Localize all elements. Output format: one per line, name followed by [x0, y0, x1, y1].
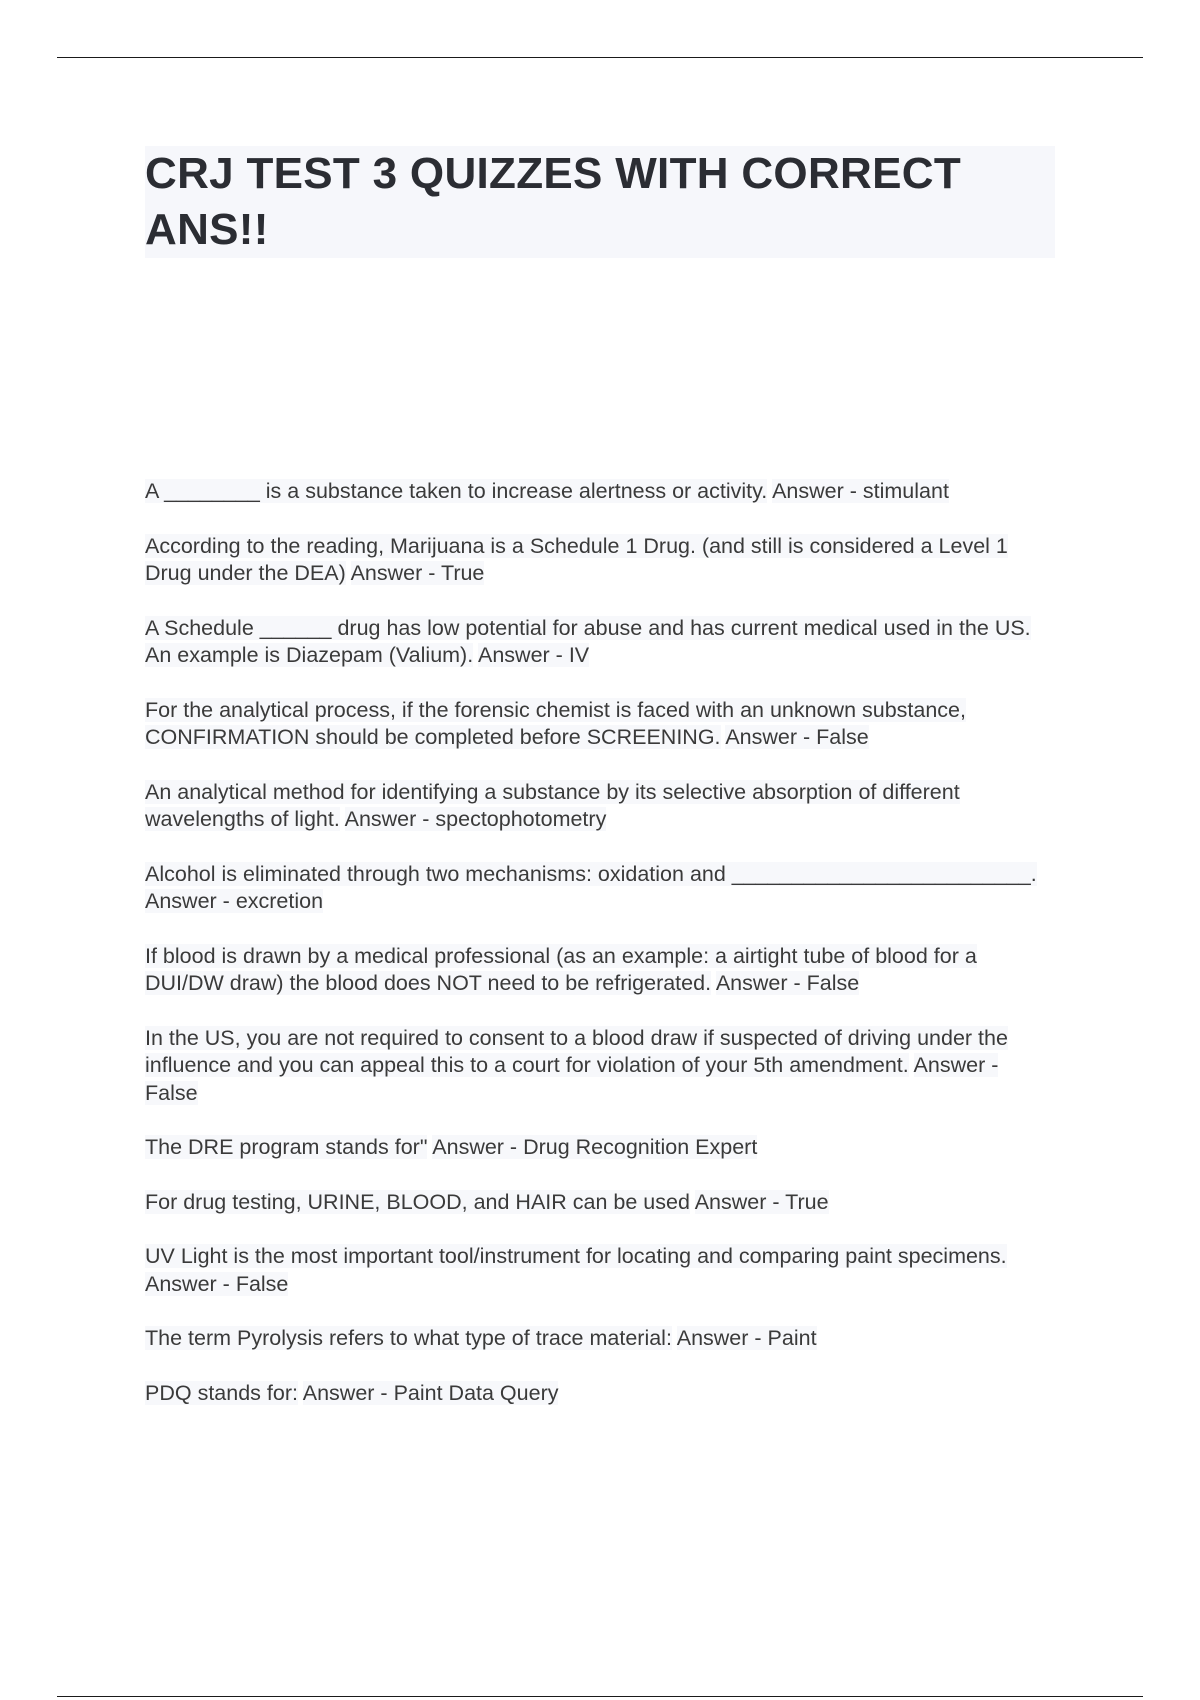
- qa-item: [145, 1380, 1045, 1408]
- answer-text: stimulant: [862, 479, 949, 503]
- answer-prefix: Answer -: [478, 643, 569, 667]
- answer-prefix: Answer -: [145, 889, 236, 913]
- qa-item: [145, 1189, 1045, 1217]
- answer-text: False: [235, 1271, 289, 1296]
- question-text: In the US, you are not required to consent to a blood draw if suspected of driving under the influence and you can appeal this to a court for violation of your 5th amendment.: [145, 1025, 1008, 1077]
- answer-text: Paint Data Query: [393, 1380, 559, 1405]
- answer-prefix: Answer -: [715, 971, 807, 995]
- document-title: CRJ TEST 3 QUIZZES WITH CORRECT ANS!!: [145, 149, 961, 254]
- qa-item: [145, 615, 1045, 670]
- answer-text: IV: [568, 643, 590, 667]
- answer-text: True: [785, 1189, 829, 1214]
- qa-item: [145, 1325, 1045, 1353]
- qa-item: [145, 861, 1045, 916]
- question-text: If blood is drawn by a medical professional (as an example: a airtight tube of blood for a DUI/DW draw) the blood does NOT need to be refrigerated.: [145, 943, 977, 995]
- answer-prefix: Answer -: [344, 807, 436, 831]
- answer-prefix: Answer -: [145, 1271, 236, 1296]
- qa-item: [145, 779, 1045, 834]
- answer-prefix: Answer -: [676, 1326, 768, 1350]
- answer-prefix: Answer -: [725, 725, 817, 749]
- qa-list: [145, 478, 1045, 1434]
- answer-text: False: [806, 971, 860, 995]
- question-text: Alcohol is eliminated through two mechanisms: oxidation and _________________________.: [145, 861, 1037, 886]
- qa-item: [145, 1134, 1045, 1162]
- question-text: A Schedule ______ drug has low potential for abuse and has current medical used in the US. An example is Diazepam (Valium).: [145, 615, 1031, 667]
- top-rule: [57, 57, 1143, 58]
- question-text: For drug testing, URINE, BLOOD, and HAIR can be used: [145, 1189, 690, 1214]
- answer-prefix: Answer -: [694, 1189, 786, 1214]
- question-text: For the analytical process, if the forensic chemist is faced with an unknown substance, CONFIRMATION should be completed before SCREENING.: [145, 697, 966, 749]
- answer-text: Drug Recognition Expert: [523, 1135, 758, 1159]
- question-text: PDQ stands for:: [145, 1380, 298, 1405]
- answer-prefix: Answer -: [432, 1135, 524, 1159]
- qa-item: [145, 1025, 1045, 1108]
- qa-item: [145, 533, 1045, 588]
- bottom-rule: [57, 1696, 1143, 1697]
- qa-item: [145, 697, 1045, 752]
- qa-item: [145, 1243, 1045, 1298]
- question-text: A ________ is a substance taken to increase alertness or activity.: [145, 479, 768, 503]
- answer-prefix: Answer -: [913, 1053, 999, 1077]
- answer-text: True: [440, 561, 485, 585]
- question-text: The term Pyrolysis refers to what type of trace material:: [145, 1326, 672, 1350]
- answer-prefix: Answer -: [772, 479, 863, 503]
- qa-item: [145, 478, 1045, 506]
- answer-text: excretion: [235, 889, 324, 913]
- title-block: [145, 146, 1055, 258]
- qa-item: [145, 943, 1045, 998]
- answer-prefix: Answer -: [350, 561, 441, 585]
- answer-prefix: Answer -: [302, 1380, 394, 1405]
- question-text: According to the reading, Marijuana is a Schedule 1 Drug. (and still is considered a Level 1 Drug under the DEA): [145, 533, 1008, 585]
- question-text: An analytical method for identifying a substance by its selective absorption of different wavelengths of light.: [145, 779, 960, 831]
- question-text: UV Light is the most important tool/instrument for locating and comparing paint specimens.: [145, 1244, 1007, 1268]
- answer-text: False: [816, 725, 869, 749]
- answer-text: spectophotometry: [435, 807, 607, 831]
- answer-text: Paint: [767, 1326, 817, 1350]
- question-text: The DRE program stands for": [145, 1135, 428, 1159]
- answer-text: False: [145, 1080, 198, 1105]
